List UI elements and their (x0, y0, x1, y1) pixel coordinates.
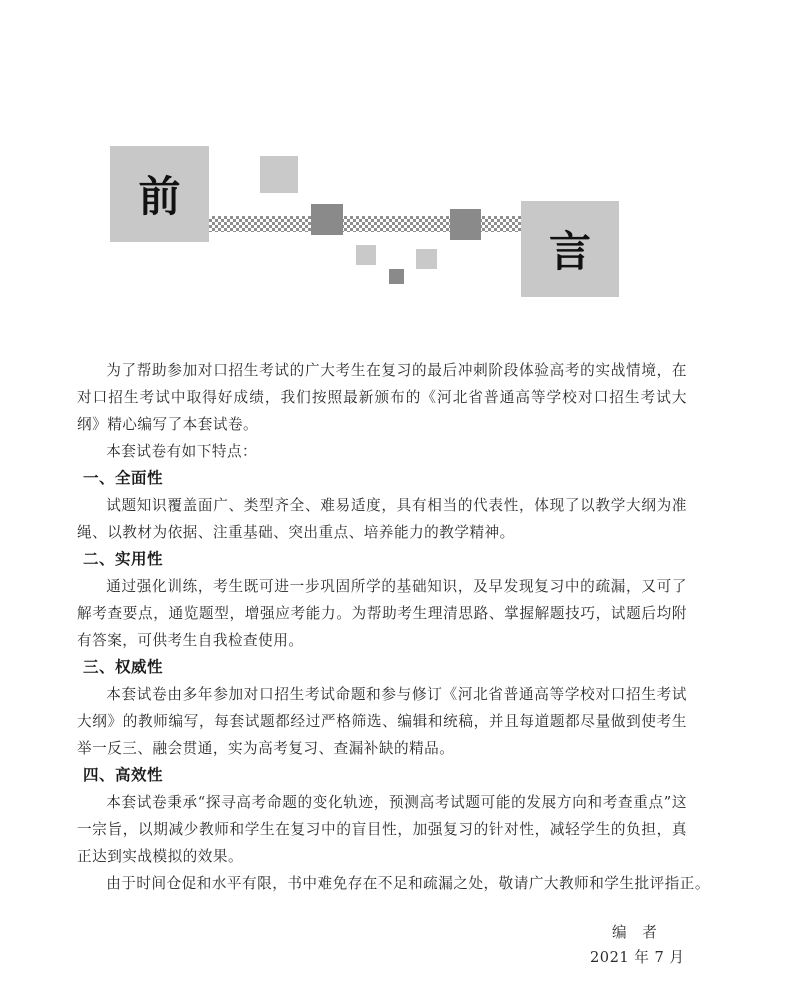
section-heading: 四、高效性 (83, 766, 164, 784)
intro-features-line: 本套试卷有如下特点： (106, 443, 258, 460)
section-paragraph: 通过强化训练，考生既可进一步巩固所学的基础知识，及早发现复习中的疏漏，又可了解考查要点，通览题型，增强应考能力。为帮助考生理清思路、掌握解题技巧，试题后均附有答案，可供考生自我检查使用。 (77, 578, 687, 649)
deco-square (356, 245, 376, 265)
deco-square (416, 249, 437, 269)
intro-paragraph: 为了帮助参加对口招生考试的广大考生在复习的最后冲刺阶段体验高考的实战情境，在对口招生考试中取得好成绩，我们按照最新颁布的《河北省普通高等学校对口招生考试大纲》精心编写了本套试卷。 (77, 362, 687, 433)
section-paragraph: 试题知识覆盖面广、类型齐全、难易适度，具有相当的代表性，体现了以教学大纲为准绳、以教材为依据、注重基础、突出重点、培养能力的教学精神。 (77, 497, 687, 541)
title-char-qian-box (110, 146, 209, 242)
deco-square (311, 204, 343, 235)
deco-square (450, 209, 481, 240)
section-paragraph: 本套试卷秉承“探寻高考命题的变化轨迹，预测高考试题可能的发展方向和考查重点”这一宗旨，以期减少教师和学生在复习中的盲目性，加强复习的针对性，减轻学生的负担，真正达到实战模拟的效果。 (77, 794, 687, 865)
section-heading: 一、全面性 (83, 469, 164, 487)
title-char-yan: 言 (548, 227, 591, 276)
preface-body (77, 357, 710, 897)
section-heading: 二、实用性 (83, 550, 164, 568)
signature-date: 2021 年 7 月 (590, 949, 685, 966)
title-char-qian: 前 (138, 172, 181, 221)
closing-paragraph: 由于时间仓促和水平有限，书中难免存在不足和疏漏之处，敬请广大教师和学生批评指正。 (106, 875, 710, 892)
deco-square (260, 156, 298, 193)
deco-square (389, 269, 404, 284)
section-heading: 三、权威性 (83, 658, 164, 676)
section-paragraph: 本套试卷由多年参加对口招生考试命题和参与修订《河北省普通高等学校对口招生考试大纲》的教师编写，每套试题都经过严格筛选、编辑和统稿，并且每道题都尽量做到使考生举一反三、融会贯通，实为高考复习、查漏补缺的精品。 (77, 686, 687, 757)
title-char-yan-box (521, 201, 619, 297)
author-signature: 编 者 (612, 924, 658, 941)
